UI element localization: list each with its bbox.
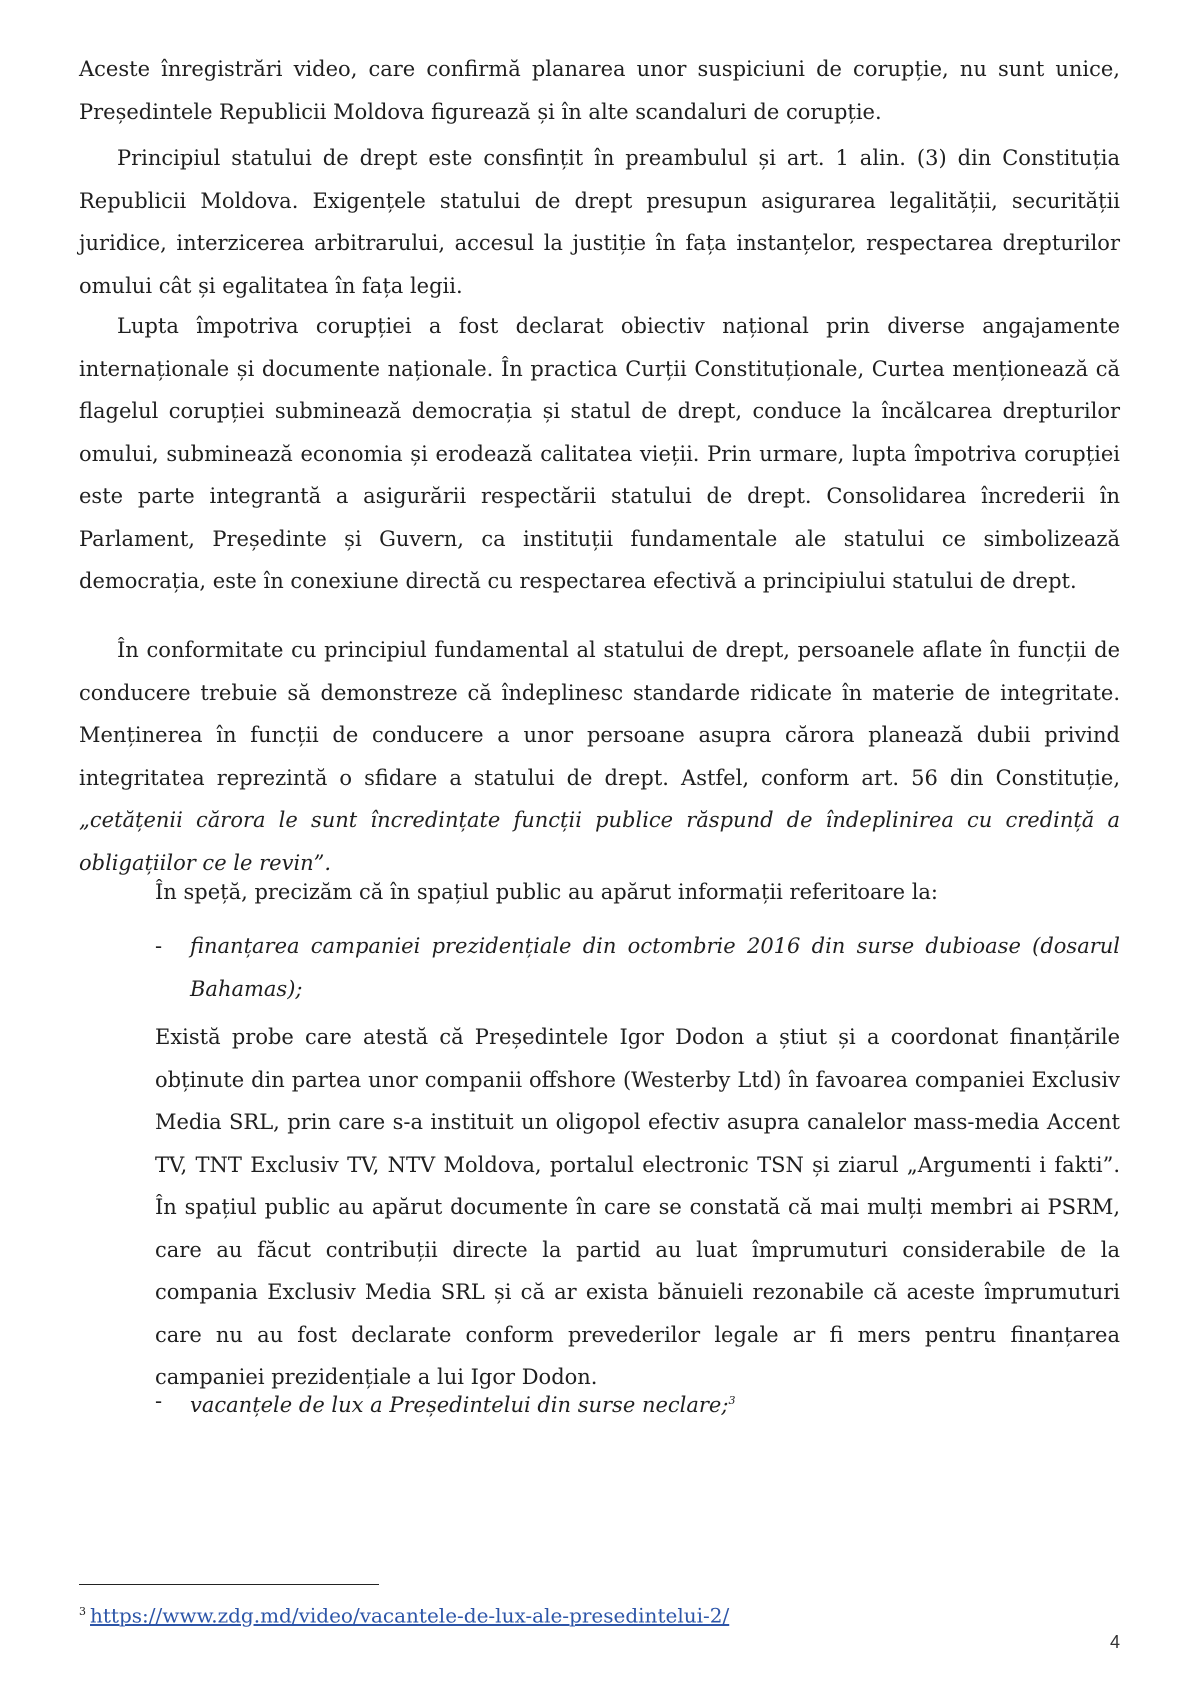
paragraph-anticorruption: Lupta împotriva corupției a fost declarat obiectiv național prin diverse angajamente internaționale și documente naționale. În practica Curții Constituționale, Curtea menționează că flagelul corupției subminează democrația și statul de drept, conduce la încălcarea drepturilor omului, subminează economia și erodează calitatea vieții. Prin urmare, lupta împotriva corupției este parte integrantă a asigurării respectării statului de drept. Consolidarea încrederii în Parlament, Președinte și Guvern, ca instituții fundamentale ale statului ce simbolizează democrația, este în conexiune directă cu respectarea efectivă a principiului statului de drept. <box>79 314 1120 593</box>
constitution-quote: „cetățenii cărora le sunt încredințate funcții publice răspund de îndeplinirea cu credință a obligațiilor ce le revin”. <box>79 808 1120 875</box>
paragraph-evidence: Există probe care atestă că Președintele Igor Dodon a știut și a coordonat finanțările obținute din partea unor companii offshore (Westerby Ltd) în favoarea companiei Exclusiv Media SRL, prin care s-a instituit un oligopol efectiv asupra canalelor mass-media Accent TV, TNT Exclusiv TV, NTV Moldova, portalul electronic TSN și ziarul „Argumenti i fakti”. În spațiul public au apărut documente în care se constată că mai mulți membri ai PSRM, care au făcut contribuții directe la partid au luat împrumuturi considerabile de la compania Exclusiv Media SRL și că ar exista bănuieli rezonabile că aceste împrumuturi care nu au fost declarate conform prevederilor legale ar fi mers pentru finanțarea campaniei prezidențiale a lui Igor Dodon. <box>155 1025 1120 1389</box>
paragraph-integrity <box>79 629 1120 884</box>
footnote-divider <box>79 1584 379 1585</box>
list-item-campaign-financing: finanțarea campaniei prezidențiale din octombrie 2016 din surse dubioase (dosarul Bahamas); <box>190 934 1120 1001</box>
luxury-vacations-text: vacanțele de lux a Președintelui din surse neclare; <box>190 1393 729 1417</box>
bullet-marker: - <box>155 1389 163 1413</box>
footnote-number: 3 <box>79 1605 86 1618</box>
integrity-text: În conformitate cu principiul fundamental al statului de drept, persoanele aflate în funcții de conducere trebuie să demonstreze că îndeplinesc standarde ridicate în materie de integritate. Menținerea în funcții de conducere a unor persoane asupra cărora planează dubii privind integritatea reprezintă o sfidare a statului de drept. Astfel, conform art. 56 din Constituție, <box>79 638 1120 790</box>
list-item-luxury-vacations <box>190 1380 1120 1427</box>
paragraph-public-info: În speță, precizăm că în spațiul public au apărut informații referitoare la: <box>155 880 939 904</box>
bullet-marker: - <box>155 934 163 958</box>
footnote-reference[interactable]: 3 <box>728 1394 736 1407</box>
paragraph-rule-of-law: Principiul statului de drept este consfințit în preambulul și art. 1 alin. (3) din Constituția Republicii Moldova. Exigențele statului de drept presupun asigurarea legalității, securității juridice, interzicerea arbitrarului, accesul la justiție în fața instanțelor, respectarea drepturilor omului cât și egalitatea în fața legii. <box>79 146 1120 298</box>
page-number: 4 <box>1109 1632 1120 1652</box>
paragraph-intro: Aceste înregistrări video, care confirmă planarea unor suspiciuni de corupție, nu sunt unice, Președintele Republicii Moldova figurează și în alte scandaluri de corupție. <box>79 57 1120 124</box>
footnote-link[interactable]: https://www.zdg.md/video/vacantele-de-lux-ale-presedintelui-2/ <box>90 1603 730 1628</box>
footnote <box>79 1598 729 1630</box>
